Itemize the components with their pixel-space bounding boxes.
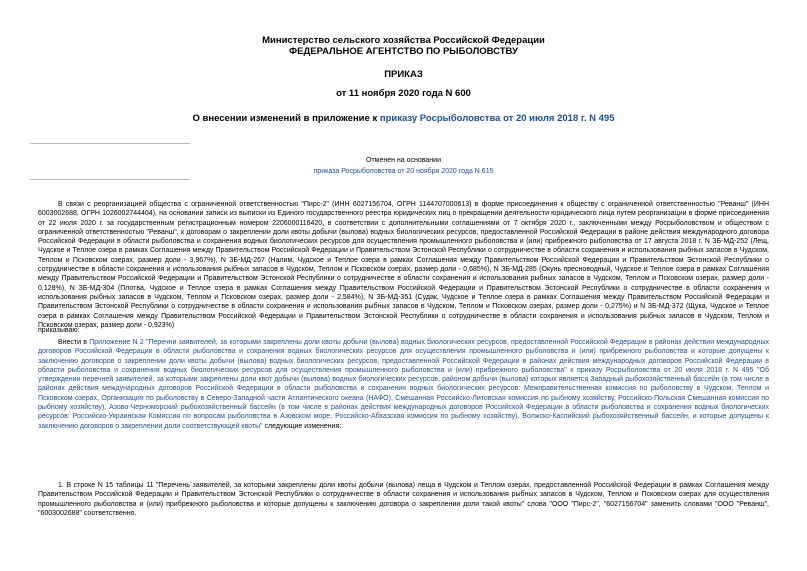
change-item-1: 1. В строке N 15 таблицы 11 "Перечень заявителей, за которыми закреплены доли квоты добычи (вылова) леща в Чудском и Теплом озерах, предоставленной Российской Федерации в рамках Соглашения между Правительством Российской Федерации и Правительством Эстонской Республики о сотрудничестве в области сохранения и использования рыбных запасов в Чудском, Теплом и Псковском озерах для осуществления промышленного рыболовства и (или) прибрежного рыболовства и которые допущены к заключению договора о закреплении доли такой квоты" слова "ООО "Пирс-2", "6027156704" заменить словами "ООО "Реванш", "6003002688" соответственно. — [38, 482, 769, 517]
agency-name: ФЕДЕРАЛЬНОЕ АГЕНТСТВО ПО РЫБОЛОВСТВУ — [289, 46, 518, 57]
appendix-title-text: "Перечни заявителей, за которыми закреплены доли квоты добычи (вылова) водных биологических ресурсов, предоставленной Российской Федерации в районах действия международных договоров Российской Федерации в области рыболовства и сохранения водных биологических ресурсов для осуществления промышленного рыболовства и (или) прибрежного рыболовства и которые допущены к заключению договоров о закреплении доли квоты добычи (вылова) водных биологических ресурсов, предоставленной Российской Федерации в районах действия международных договоров Российской Федерации в области рыболовства и сохранения водных биологических ресурсов для осуществления промышленного рыболовства и (или) прибрежного рыболовства" к приказу Росрыболовства от 20 июля 2018 г. N 495 "Об утверждении перечней заявителей, за которыми закреплены доли квот добычи (вылова) водных биологических ресурсов, районом добычи (вылова) которых является Западный рыбохозяйственный бассейн (в том числе в районах действия международных договоров Российской Федерации в области рыболовства и сохранения водных биологических ресурсов: Межправительственная комиссия по рыболовству в Чудском, Теплом и Псковском озерах, Организация по рыболовству в Северо-Западной части Атлантического океана (НАФО), Смешанная Российско-Литовская комиссия по рыбному хозяйству, Российско-Польская Смешанная комиссия по рыбному хозяйству), Азово-Черноморский рыбохозяйственный бассейн (в том числе в районах действия международных договоров Российской Федерации в области рыболовства и сохранения водных биологических ресурсов: Российско-Украинская Комиссия по вопросам рыболовства в Азовском море, Российско-Абхазская комиссия по рыбному хозяйству), Волжско-Каспийский рыбохозяйственный бассейн, и которые допущены к заключению договоров о закреплении доли соответствующей квоты" — [38, 339, 769, 430]
title-order-link[interactable]: приказу Росрыболовства от 20 июля 2018 г. N 495 — [379, 113, 615, 124]
document-date: от 11 ноября 2020 года N 600 — [336, 88, 471, 99]
divider-top — [30, 143, 190, 144]
cancellation-order-link[interactable]: приказа Росрыболовства от 20 ноября 2020 года N 615 — [313, 168, 494, 175]
divider-bottom — [30, 179, 190, 180]
cancellation-note: Отменен на основании — [365, 157, 441, 164]
ministry-name: Министерство сельского хозяйства Российской Федерации — [262, 35, 545, 46]
title-prefix: О внесении изменений в приложение к — [192, 113, 380, 124]
cancellation-link-line — [0, 168, 807, 175]
amendment-paragraph — [38, 338, 769, 431]
appendix-2-link[interactable]: Приложение N 2 — [89, 339, 144, 346]
document-type: ПРИКАЗ — [384, 69, 423, 80]
amendment-tail: следующие изменения: — [262, 422, 342, 430]
document-title — [0, 113, 807, 124]
order-word: приказываю: — [38, 327, 80, 334]
preamble-paragraph: В связи с реорганизацией общества с ограниченной ответственностью "Пирс-2" (ИНН 6027156704, ОГРН 1144707000613) в форме присоединения к обществу с ограниченной ответственностью "Реванш" (ИНН 6003002688, ОГРН 1026002744404), на основании записи из выписки из Единого государственного реестра юридических лиц о прекращении деятельности юридического лица путем реорганизации в форме присоединения от 22 июля 2020 г. за государственным регистрационным номером 2206000116420, в соответствии с дополнительными соглашениями от 7 октября 2020 г., заключенными между Росрыболовством и обществом с ограниченной ответственностью "Реванш", к договорам о закреплении доли квоты добычи (вылова) водных биологических ресурсов, предоставленной Российской Федерации в районе действия международного договора Российской Федерации в области рыболовства и сохранения водных биологических ресурсов для осуществления промышленного рыболовства и (или) прибрежного рыболовства от 17 августа 2018 г. N ЗБ-МД-252 (Лещ, Чудское и Теплое озера в рамках Соглашения между Правительством Российской Федерации и Правительством Эстонской Республики о сотрудничестве в области сохранения и использования рыбных запасов в Чудском, Теплом и Псковском озерах, размер доли - 3,967%), N ЗБ-МД-267 (Налим, Чудское и Теплое озера в рамках Соглашения между Правительством Российской Федерации и Правительством Эстонской Республики о сотрудничестве в области сохранения и использования рыбных запасов в Чудском, Теплом и Псковском озерах, размер доли - 0,685%), N ЗБ-МД-285 (Окунь пресноводный, Чудское и Теплое озера в рамках Соглашения между Правительством Российской Федерации и Правительством Эстонской Республики о сотрудничестве в области сохранения и использования рыбных запасов в Чудском, Теплом и Псковском озерах, размер доли - 0,128%), N ЗБ-МД-304 (Плотва, Чудское и Теплое озера в рамках Соглашения между Правительством Российской Федерации и Правительством Эстонской Республики о сотрудничестве в области сохранения и использования рыбных запасов в Чудском, Теплом и Псковском озерах, размер доли - 2,584%), N ЗБ-МД-351 (Судак, Чудское и Теплое озера в рамках Соглашения между Правительством Российской Федерации и Правительством Эстонской Республики о сотрудничестве в области сохранения и использования рыбных запасов в Чудском, Теплом и Псковском озерах, размер доли - 0,275%) и N ЗБ-МД-372 (Щука, Чудское и Теплое озера в рамках Соглашения между Правительством Российской Федерации и Правительством Эстонской Республики о сотрудничестве в области сохранения и использования рыбных запасов в Чудском, Теплом и Псковском озерах, размер доли - 0,923%) — [38, 201, 769, 329]
amendment-start: Внести в — [58, 339, 90, 346]
